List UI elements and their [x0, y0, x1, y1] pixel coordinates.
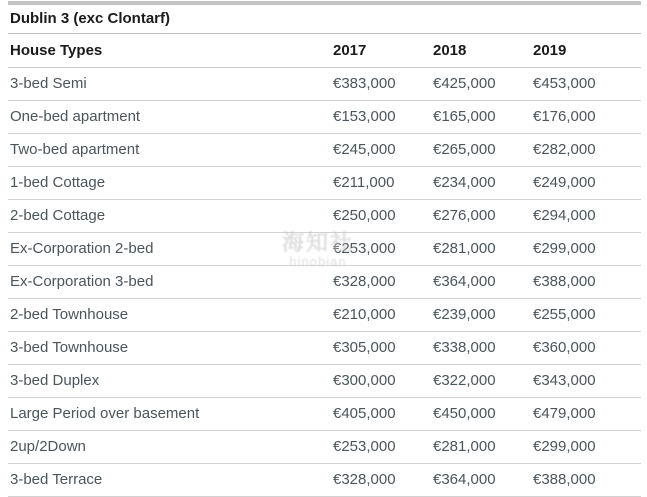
table-row: [8, 199, 641, 232]
cell-price-2018: €281,000: [431, 232, 531, 265]
cell-price-2017: €383,000: [331, 67, 431, 100]
cell-house-type: 3-bed Semi: [8, 67, 331, 100]
cell-price-2017: €245,000: [331, 133, 431, 166]
table-row: [8, 463, 641, 496]
cell-price-2018: €239,000: [431, 298, 531, 331]
table-row: [8, 298, 641, 331]
table-title-row: [8, 5, 641, 33]
cell-price-2019: €176,000: [531, 100, 641, 133]
house-price-table: [8, 5, 641, 497]
table-row: [8, 67, 641, 100]
cell-price-2017: €328,000: [331, 265, 431, 298]
cell-price-2017: €305,000: [331, 331, 431, 364]
col-header-house-types: House Types: [8, 33, 331, 67]
cell-price-2019: €282,000: [531, 133, 641, 166]
cell-house-type: Two-bed apartment: [8, 133, 331, 166]
table-row: [8, 397, 641, 430]
cell-price-2019: €299,000: [531, 232, 641, 265]
watermark-text-cjk: 海知社: [281, 230, 354, 255]
cell-price-2018: €322,000: [431, 364, 531, 397]
cell-price-2019: €388,000: [531, 463, 641, 496]
cell-price-2017: €253,000: [331, 232, 431, 265]
table-row: [8, 166, 641, 199]
cell-price-2018: €165,000: [431, 100, 531, 133]
cell-price-2019: €360,000: [531, 331, 641, 364]
cell-price-2018: €276,000: [431, 199, 531, 232]
table-row: [8, 331, 641, 364]
cell-house-type: 3-bed Townhouse: [8, 331, 331, 364]
table-row: [8, 232, 641, 265]
cell-price-2019: €453,000: [531, 67, 641, 100]
cell-price-2019: €479,000: [531, 397, 641, 430]
cell-price-2017: €300,000: [331, 364, 431, 397]
table-row: [8, 133, 641, 166]
cell-price-2018: €364,000: [431, 463, 531, 496]
cell-price-2019: €294,000: [531, 199, 641, 232]
cell-price-2017: €153,000: [331, 100, 431, 133]
table-row: [8, 265, 641, 298]
cell-price-2018: €425,000: [431, 67, 531, 100]
cell-house-type: 2-bed Townhouse: [8, 298, 331, 331]
cell-price-2018: €338,000: [431, 331, 531, 364]
cell-price-2017: €211,000: [331, 166, 431, 199]
table-row: [8, 100, 641, 133]
cell-house-type: Large Period over basement: [8, 397, 331, 430]
cell-price-2018: €450,000: [431, 397, 531, 430]
cell-price-2018: €281,000: [431, 430, 531, 463]
page: [0, 1, 647, 497]
cell-price-2019: €343,000: [531, 364, 641, 397]
cell-house-type: 2-bed Cottage: [8, 199, 331, 232]
cell-price-2019: €388,000: [531, 265, 641, 298]
cell-price-2017: €210,000: [331, 298, 431, 331]
cell-price-2018: €234,000: [431, 166, 531, 199]
cell-house-type: 1-bed Cottage: [8, 166, 331, 199]
col-header-2019: 2019: [531, 33, 641, 67]
cell-price-2019: €249,000: [531, 166, 641, 199]
table-row: [8, 364, 641, 397]
cell-price-2019: €299,000: [531, 430, 641, 463]
page-title: Dublin 3 (exc Clontarf): [8, 5, 641, 33]
cell-house-type: Ex-Corporation 3-bed: [8, 265, 331, 298]
table-row: [8, 430, 641, 463]
cell-price-2017: €328,000: [331, 463, 431, 496]
cell-house-type: One-bed apartment: [8, 100, 331, 133]
col-header-2018: 2018: [431, 33, 531, 67]
cell-price-2018: €364,000: [431, 265, 531, 298]
cell-house-type: Ex-Corporation 2-bed: [8, 232, 331, 265]
col-header-2017: 2017: [331, 33, 431, 67]
watermark-text-latin: hinobian: [289, 254, 347, 270]
cell-price-2019: €255,000: [531, 298, 641, 331]
cell-price-2018: €265,000: [431, 133, 531, 166]
cell-price-2017: €253,000: [331, 430, 431, 463]
cell-price-2017: €405,000: [331, 397, 431, 430]
cell-house-type: 2up/2Down: [8, 430, 331, 463]
cell-house-type: 3-bed Duplex: [8, 364, 331, 397]
cell-house-type: 3-bed Terrace: [8, 463, 331, 496]
table-header-row: [8, 33, 641, 67]
cell-price-2017: €250,000: [331, 199, 431, 232]
